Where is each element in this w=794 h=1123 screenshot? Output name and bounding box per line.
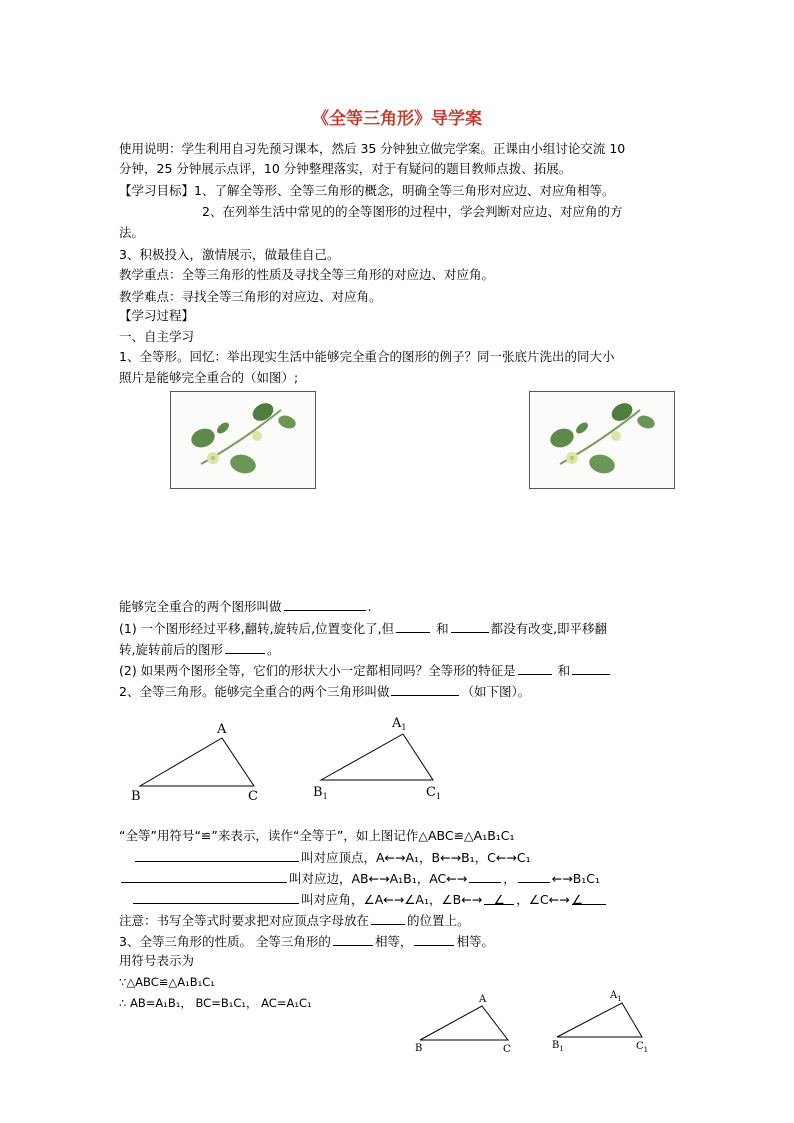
angle-sign-1: ∠: [493, 892, 505, 907]
goal-1: 【学习目标】1、了解全等形、全等三角形的概念，明确全等三角形对应边、对应角相等。: [119, 183, 615, 198]
vertex-a: A: [217, 722, 227, 737]
angle-sign-2: ∠: [571, 892, 583, 907]
question-3-end: 相等。: [456, 934, 494, 949]
blank-7[interactable]: [391, 682, 459, 696]
question-2-text: 2、全等三角形。能够完全重合的两个三角形叫做: [119, 684, 390, 699]
question-3: [119, 932, 494, 951]
blank-1[interactable]: [284, 597, 366, 611]
point-1-cont: [119, 640, 280, 659]
blank-13[interactable]: [484, 891, 514, 905]
question-1: 1、全等形。回忆：举出现实生活中能够完全重合的图形的例子？同一张底片洗出的同大小: [119, 349, 615, 364]
blank-10[interactable]: [469, 869, 501, 883]
question-3-mid: 相等，: [374, 934, 413, 949]
symbol-intro: 用符号表示为: [119, 953, 195, 968]
triangle-a1b1c1: [305, 710, 455, 805]
section-self-study: 一、自主学习: [119, 329, 195, 344]
usage-line-2: 分钟，25 分钟展示点评，10 分钟整理落实，对于有疑问的题目教师点拨、拓展。: [119, 161, 572, 176]
small-vertex-a: A: [479, 994, 487, 1005]
symbol-explanation: “全等”用符号“≌”来表示，读作“全等于”，如上图记作△ABC≌△A₁B₁C₁: [119, 828, 515, 843]
vertex-c: C: [248, 789, 258, 804]
point-1-text-d: 转,旋转前后的图形: [119, 642, 223, 657]
blank-6[interactable]: [572, 661, 610, 675]
question-2-end: （如下图）。: [461, 684, 531, 699]
note-text: 注意：书写全等式时要求把对应顶点字母放在: [119, 913, 370, 928]
corresponding-angle: [131, 890, 608, 909]
point-1-text-e: 。: [266, 642, 280, 657]
usage-line-1: 使用说明：学生利用自习先预习课本，然后 35 分钟独立做完学案。正课由小组讨论交流 10: [119, 141, 626, 156]
question-2: [119, 682, 530, 701]
corresponding-angle-text: 叫对应角，∠A←→∠A₁，∠B←→: [301, 892, 483, 907]
small-vertex-b1: $B_1$: [552, 1040, 564, 1053]
point-1: [119, 619, 607, 638]
triangle-abc: [125, 718, 275, 808]
question-3-text: 3、全等三角形的性质。 全等三角形的: [119, 934, 331, 949]
blank-4[interactable]: [225, 640, 265, 654]
blank-2[interactable]: [396, 619, 430, 633]
point-2: [119, 661, 612, 680]
blank-17[interactable]: [414, 932, 454, 946]
therefore-statement: ∴ AB=A₁B₁， BC=B₁C₁， AC=A₁C₁: [119, 996, 312, 1010]
small-vertex-c1: $C_1$: [636, 1041, 649, 1054]
blank-11[interactable]: [518, 869, 550, 883]
blank-5[interactable]: [518, 661, 552, 675]
corresponding-vertex: [133, 848, 531, 867]
point-2-text-b: 和: [557, 663, 571, 678]
small-triangle-abc: [410, 988, 525, 1058]
goal-2: 2、在列举生活中常见的的全等图形的过程中，学会判断对应边、对应角的方: [202, 204, 623, 219]
note-end: 的位置上。: [407, 913, 470, 928]
vertex-a1: $A_1$: [392, 716, 407, 732]
plant-photo-left: [170, 391, 316, 489]
page-title: 《全等三角形》导学案: [312, 109, 482, 129]
small-vertex-c: C: [503, 1044, 511, 1055]
congruent-definition-text: 能够完全重合的两个图形叫做: [119, 599, 282, 614]
plant-photo-right: [529, 391, 675, 489]
corresponding-side-end: ←→B₁C₁: [551, 871, 601, 886]
vertex-b: B: [131, 789, 141, 804]
difficulty: 教学难点：寻找全等三角形的对应边、对应角。: [119, 289, 382, 304]
blank-15[interactable]: [371, 911, 405, 925]
small-triangle-a1b1c1: [548, 985, 663, 1055]
point-1-text-b: 和: [436, 621, 449, 636]
blank-3[interactable]: [451, 619, 489, 633]
small-vertex-a1: $A_1$: [610, 990, 622, 1003]
question-1-cont: 照片是能够完全重合的（如图）;: [119, 370, 299, 385]
corresponding-vertex-text: 叫对应顶点，A←→A₁，B←→B₁，C←→C₁: [301, 850, 531, 865]
vertex-b1: $B_1$: [313, 785, 328, 801]
corresponding-side-sep: ，: [503, 871, 516, 886]
blank-14[interactable]: [572, 891, 606, 905]
small-vertex-b: B: [415, 1043, 423, 1054]
point-2-text-a: (2) 如果两个图形全等，它们的形状大小一定都相同吗？全等形的特征是: [119, 663, 516, 678]
blank-8[interactable]: [135, 848, 299, 862]
point-1-text-a: (1) 一个图形经过平移,翻转,旋转后,位置变化了,但: [119, 621, 395, 636]
goal-3: 3、积极投入，激情展示，做最佳自己。: [119, 247, 340, 262]
since-statement: ∵△ABC≌△A₁B₁C₁: [119, 975, 215, 989]
congruent-definition: [119, 597, 372, 616]
blank-9[interactable]: [121, 869, 287, 883]
vertex-c1: $C_1$: [426, 785, 442, 801]
blank-16[interactable]: [333, 932, 373, 946]
corresponding-side: [119, 869, 600, 888]
corresponding-angle-mid: ，∠C←→: [516, 892, 570, 907]
goal-2-cont: 法。: [119, 225, 145, 240]
key-point: 教学重点：全等三角形的性质及寻找全等三角形的对应边、对应角。: [119, 267, 495, 282]
blank-12[interactable]: [133, 890, 299, 904]
note: [119, 911, 470, 930]
point-1-text-c: 都没有改变,即平移翻: [490, 621, 608, 636]
process-heading: 【学习过程】: [119, 308, 195, 323]
corresponding-side-text: 叫对应边，AB←→A₁B₁，AC←→: [289, 871, 468, 886]
definition-end: .: [367, 599, 372, 614]
